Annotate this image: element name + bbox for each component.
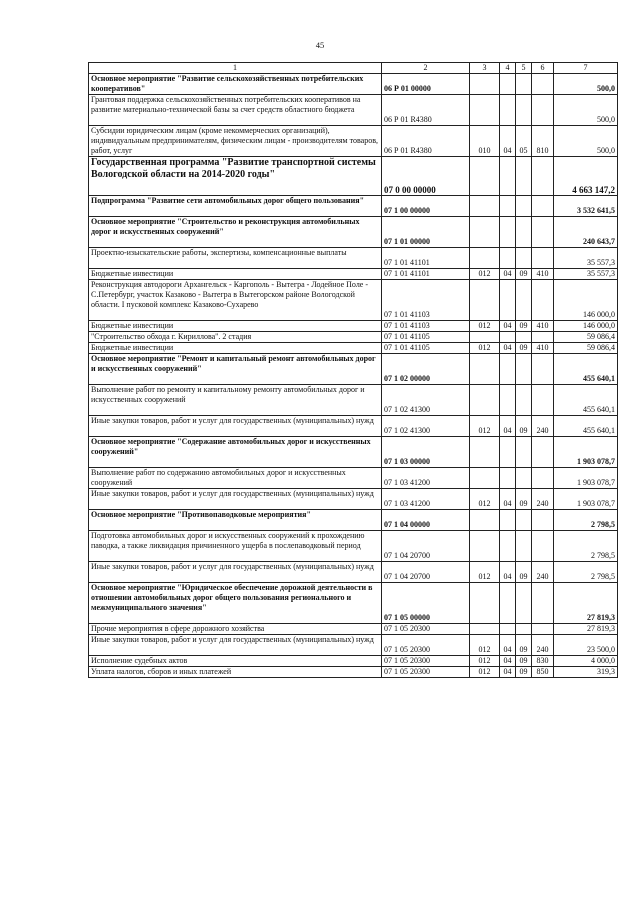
row-name: Выполнение работ по ремонту и капитальному ремонту автомобильных дорог и искусственных сооружений [89, 385, 382, 416]
row-rz [500, 385, 516, 416]
row-pr [516, 468, 532, 489]
row-rz: 04 [500, 126, 516, 157]
row-amount: 59 086,4 [554, 343, 618, 354]
row-code: 07 1 05 20300 [382, 635, 470, 656]
row-vr [470, 332, 500, 343]
row-code: 07 1 03 00000 [382, 437, 470, 468]
table-row [89, 95, 618, 126]
table-row [89, 416, 618, 437]
row-kvr [532, 196, 554, 217]
row-code: 07 1 01 41105 [382, 332, 470, 343]
row-name: Уплата налогов, сборов и иных платежей [89, 667, 382, 678]
row-amount: 455 640,1 [554, 385, 618, 416]
row-vr [470, 157, 500, 196]
table-row [89, 531, 618, 562]
row-pr [516, 157, 532, 196]
page-number: 45 [315, 40, 325, 50]
row-amount: 59 086,4 [554, 332, 618, 343]
row-kvr [532, 354, 554, 385]
header-col-2: 2 [382, 63, 470, 74]
row-name: Подпрограмма "Развитие сети автомобильных дорог общего пользования" [89, 196, 382, 217]
row-rz [500, 248, 516, 269]
table-row [89, 635, 618, 656]
row-kvr [532, 280, 554, 321]
row-rz [500, 280, 516, 321]
row-code: 07 1 03 41200 [382, 489, 470, 510]
row-pr: 05 [516, 126, 532, 157]
row-kvr [532, 157, 554, 196]
row-amount: 500,0 [554, 74, 618, 95]
table-row [89, 656, 618, 667]
row-kvr: 810 [532, 126, 554, 157]
row-kvr [532, 332, 554, 343]
row-name: Бюджетные инвестиции [89, 269, 382, 280]
row-code: 07 1 04 00000 [382, 510, 470, 531]
row-pr [516, 624, 532, 635]
table-row [89, 126, 618, 157]
row-amount: 2 798,5 [554, 562, 618, 583]
table-row [89, 321, 618, 332]
row-rz: 04 [500, 656, 516, 667]
row-rz: 04 [500, 489, 516, 510]
row-amount: 27 819,3 [554, 624, 618, 635]
row-vr [470, 468, 500, 489]
row-name: Прочие мероприятия в сфере дорожного хозяйства [89, 624, 382, 635]
row-rz: 04 [500, 562, 516, 583]
row-kvr [532, 248, 554, 269]
row-kvr: 410 [532, 321, 554, 332]
row-pr [516, 95, 532, 126]
row-rz [500, 74, 516, 95]
header-col-5: 5 [516, 63, 532, 74]
row-name: Основное мероприятие "Развитие сельскохозяйственных потребительских кооперативов" [89, 74, 382, 95]
row-vr: 012 [470, 269, 500, 280]
table-row [89, 489, 618, 510]
row-name: Государственная программа "Развитие транспортной системы Вологодской области на 2014-2020 годы" [89, 157, 382, 196]
row-amount: 35 557,3 [554, 269, 618, 280]
row-vr [470, 583, 500, 624]
row-rz [500, 157, 516, 196]
row-pr [516, 280, 532, 321]
row-pr [516, 217, 532, 248]
table-row [89, 269, 618, 280]
row-rz [500, 531, 516, 562]
row-amount: 2 798,5 [554, 531, 618, 562]
table-row [89, 437, 618, 468]
row-pr: 09 [516, 562, 532, 583]
row-rz [500, 354, 516, 385]
row-vr: 012 [470, 656, 500, 667]
row-amount: 500,0 [554, 126, 618, 157]
row-vr [470, 624, 500, 635]
row-pr: 09 [516, 635, 532, 656]
row-name: Реконструкция автодороги Архангельск - Каргополь - Вытегра - Лодейное Поле - С.Петербург, участок Казаково - Вытегра в Вытегорском районе Вологодской области. I пусковой комплекс Казаково-Сухарево [89, 280, 382, 321]
row-vr [470, 95, 500, 126]
row-pr [516, 510, 532, 531]
table-row [89, 667, 618, 678]
row-pr: 09 [516, 321, 532, 332]
row-vr: 012 [470, 562, 500, 583]
row-kvr: 240 [532, 489, 554, 510]
row-vr [470, 354, 500, 385]
row-vr [470, 280, 500, 321]
row-rz [500, 583, 516, 624]
row-amount: 319,3 [554, 667, 618, 678]
table-row [89, 217, 618, 248]
row-rz [500, 217, 516, 248]
row-code: 07 1 05 20300 [382, 624, 470, 635]
row-kvr: 410 [532, 343, 554, 354]
row-vr: 012 [470, 635, 500, 656]
row-code: 07 1 00 00000 [382, 196, 470, 217]
table-row [89, 343, 618, 354]
row-code: 07 1 04 20700 [382, 562, 470, 583]
row-code: 07 1 02 41300 [382, 416, 470, 437]
row-pr [516, 248, 532, 269]
row-amount: 240 643,7 [554, 217, 618, 248]
table-row [89, 583, 618, 624]
row-amount: 1 903 078,7 [554, 468, 618, 489]
row-code: 07 1 02 00000 [382, 354, 470, 385]
row-vr [470, 385, 500, 416]
row-vr [470, 510, 500, 531]
row-name: Бюджетные инвестиции [89, 343, 382, 354]
row-name: Проектно-изыскательские работы, экспертизы, компенсационные выплаты [89, 248, 382, 269]
row-code: 07 1 01 41101 [382, 269, 470, 280]
row-code: 07 1 04 20700 [382, 531, 470, 562]
row-pr [516, 385, 532, 416]
row-vr: 012 [470, 667, 500, 678]
row-code: 07 1 01 41103 [382, 321, 470, 332]
row-name: Иные закупки товаров, работ и услуг для государственных (муниципальных) нужд [89, 635, 382, 656]
row-name: Грантовая поддержка сельскохозяйственных потребительских кооперативов на развитие материально-технической базы за счет средств областного бюджета [89, 95, 382, 126]
row-kvr [532, 217, 554, 248]
row-amount: 146 000,0 [554, 321, 618, 332]
row-kvr: 240 [532, 416, 554, 437]
row-name: Бюджетные инвестиции [89, 321, 382, 332]
row-pr [516, 354, 532, 385]
row-amount: 2 798,5 [554, 510, 618, 531]
row-pr [516, 196, 532, 217]
budget-table [88, 62, 618, 678]
row-rz [500, 437, 516, 468]
row-kvr [532, 74, 554, 95]
table-row [89, 332, 618, 343]
row-name: Основное мероприятие "Ремонт и капитальный ремонт автомобильных дорог и искусственных сооружений" [89, 354, 382, 385]
row-pr: 09 [516, 343, 532, 354]
row-amount: 146 000,0 [554, 280, 618, 321]
table-header-row [89, 63, 618, 74]
table-row [89, 354, 618, 385]
row-vr: 012 [470, 489, 500, 510]
row-amount: 500,0 [554, 95, 618, 126]
row-name: Основное мероприятие "Противопаводковые мероприятия" [89, 510, 382, 531]
row-code: 07 1 03 41200 [382, 468, 470, 489]
row-kvr [532, 95, 554, 126]
row-kvr [532, 510, 554, 531]
table-row [89, 280, 618, 321]
row-pr [516, 531, 532, 562]
row-name: Основное мероприятие "Строительство и реконструкция автомобильных дорог и искусственных сооружений" [89, 217, 382, 248]
row-rz: 04 [500, 269, 516, 280]
row-rz: 04 [500, 343, 516, 354]
row-rz [500, 624, 516, 635]
row-code: 07 1 01 41101 [382, 248, 470, 269]
row-rz [500, 95, 516, 126]
row-name: "Строительство обхода г. Кириллова". 2 стадия [89, 332, 382, 343]
row-rz: 04 [500, 667, 516, 678]
row-code: 07 1 01 00000 [382, 217, 470, 248]
row-kvr [532, 583, 554, 624]
table-row [89, 157, 618, 196]
table-row [89, 562, 618, 583]
row-code: 07 1 05 20300 [382, 667, 470, 678]
header-col-1: 1 [89, 63, 382, 74]
row-rz: 04 [500, 635, 516, 656]
row-code: 06 Р 01 R4380 [382, 126, 470, 157]
table-row [89, 248, 618, 269]
row-name: Основное мероприятие "Содержание автомобильных дорог и искусственных сооружений" [89, 437, 382, 468]
row-kvr [532, 385, 554, 416]
row-pr: 09 [516, 667, 532, 678]
row-kvr: 240 [532, 635, 554, 656]
table-row [89, 510, 618, 531]
row-vr [470, 248, 500, 269]
row-name: Основное мероприятие "Юридическое обеспечение дорожной деятельности в отношении автомобильных дорог общего пользования регионального и межмуниципального значения" [89, 583, 382, 624]
row-rz [500, 510, 516, 531]
row-pr [516, 583, 532, 624]
row-vr [470, 196, 500, 217]
row-code: 06 Р 01 00000 [382, 74, 470, 95]
row-vr [470, 531, 500, 562]
row-code: 06 Р 01 R4380 [382, 95, 470, 126]
row-kvr: 410 [532, 269, 554, 280]
row-amount: 455 640,1 [554, 416, 618, 437]
row-vr [470, 217, 500, 248]
row-amount: 35 557,3 [554, 248, 618, 269]
row-pr: 09 [516, 416, 532, 437]
table-row [89, 468, 618, 489]
row-amount: 27 819,3 [554, 583, 618, 624]
row-amount: 1 903 078,7 [554, 437, 618, 468]
row-rz: 04 [500, 416, 516, 437]
row-code: 07 0 00 00000 [382, 157, 470, 196]
row-code: 07 1 05 00000 [382, 583, 470, 624]
row-rz [500, 196, 516, 217]
table-row [89, 74, 618, 95]
row-name: Иные закупки товаров, работ и услуг для государственных (муниципальных) нужд [89, 489, 382, 510]
header-col-3: 3 [470, 63, 500, 74]
row-vr: 012 [470, 321, 500, 332]
row-kvr [532, 624, 554, 635]
row-amount: 23 500,0 [554, 635, 618, 656]
row-amount: 4 663 147,2 [554, 157, 618, 196]
row-code: 07 1 01 41103 [382, 280, 470, 321]
row-vr [470, 74, 500, 95]
row-rz [500, 468, 516, 489]
table-row [89, 624, 618, 635]
row-name: Иные закупки товаров, работ и услуг для государственных (муниципальных) нужд [89, 562, 382, 583]
row-vr: 010 [470, 126, 500, 157]
row-name: Исполнение судебных актов [89, 656, 382, 667]
row-name: Подготовка автомобильных дорог и искусственных сооружений к прохождению паводка, а также ликвидация причиненного ущерба в послепаводковый период [89, 531, 382, 562]
row-amount: 3 532 641,5 [554, 196, 618, 217]
header-col-6: 6 [532, 63, 554, 74]
row-amount: 1 903 078,7 [554, 489, 618, 510]
row-vr: 012 [470, 416, 500, 437]
row-code: 07 1 02 41300 [382, 385, 470, 416]
row-pr: 09 [516, 489, 532, 510]
row-kvr [532, 468, 554, 489]
row-name: Субсидии юридическим лицам (кроме некоммерческих организаций), индивидуальным предпринимателям, физическим лицам - производителям товаров, работ, услуг [89, 126, 382, 157]
header-col-7: 7 [554, 63, 618, 74]
row-pr [516, 437, 532, 468]
row-vr [470, 437, 500, 468]
table-row [89, 385, 618, 416]
row-kvr: 850 [532, 667, 554, 678]
row-pr [516, 332, 532, 343]
row-code: 07 1 05 20300 [382, 656, 470, 667]
header-col-4: 4 [500, 63, 516, 74]
row-vr: 012 [470, 343, 500, 354]
row-amount: 4 000,0 [554, 656, 618, 667]
table-row [89, 196, 618, 217]
row-kvr: 240 [532, 562, 554, 583]
row-rz [500, 332, 516, 343]
row-rz: 04 [500, 321, 516, 332]
row-pr: 09 [516, 656, 532, 667]
row-name: Иные закупки товаров, работ и услуг для государственных (муниципальных) нужд [89, 416, 382, 437]
row-pr [516, 74, 532, 95]
row-kvr [532, 531, 554, 562]
row-name: Выполнение работ по содержанию автомобильных дорог и искусственных сооружений [89, 468, 382, 489]
row-code: 07 1 01 41105 [382, 343, 470, 354]
row-pr: 09 [516, 269, 532, 280]
row-amount: 455 640,1 [554, 354, 618, 385]
row-kvr: 830 [532, 656, 554, 667]
row-kvr [532, 437, 554, 468]
